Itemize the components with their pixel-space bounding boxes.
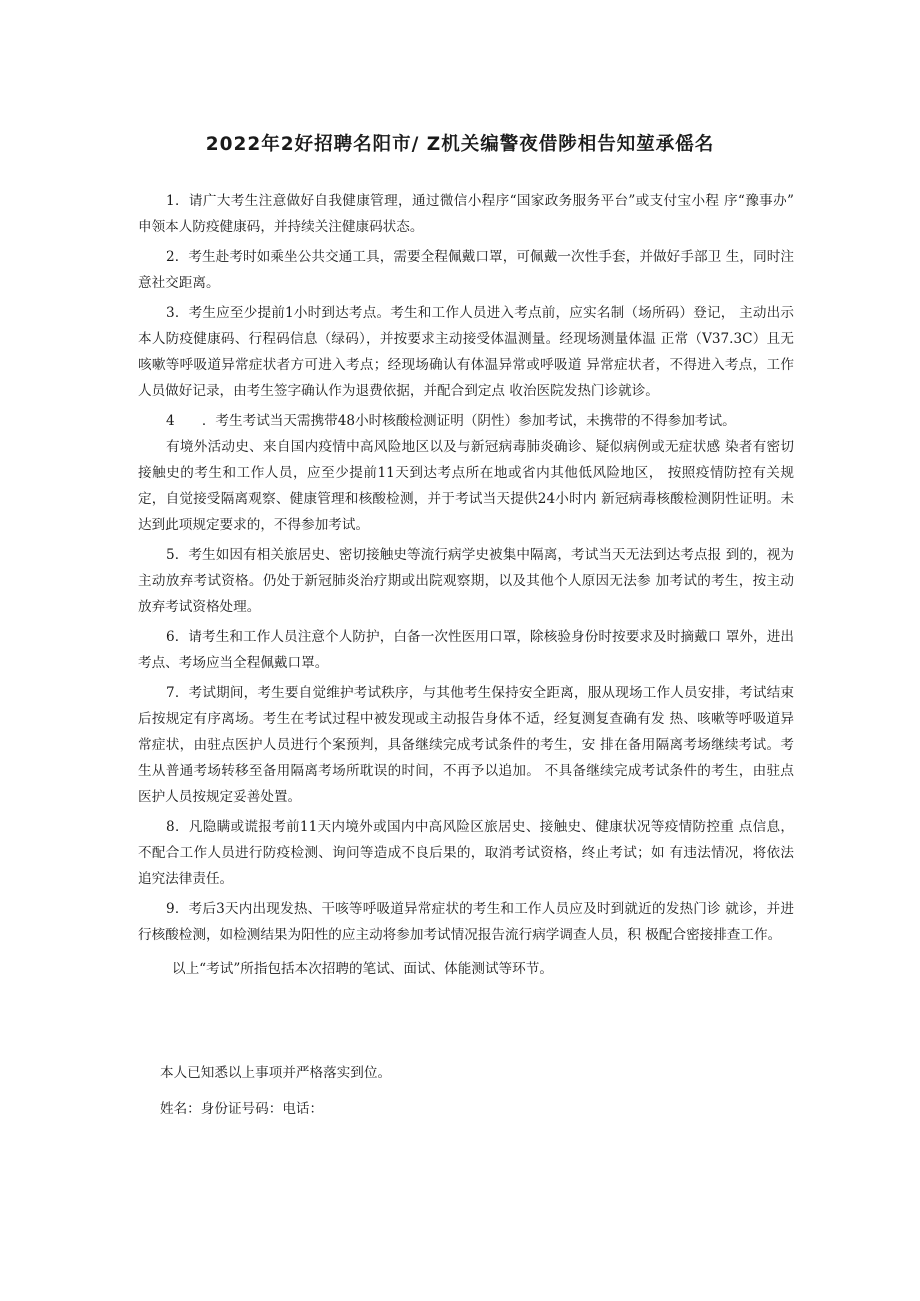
item-9: 9．考后3天内出现发热、干咳等呼吸道异常症状的考生和工作人员应及时到就近的发热门诊 就诊，并进行核酸检测，如检测结果为阳性的应主动将参加考试情况报告流行病学调查人员，积 极配合密接排查工作。 (138, 901, 794, 943)
item-8: 8．凡隐瞒或谎报考前11天内境外或国内中高风险区旅居史、接触史、健康状况等疫情防控重 点信息，不配合工作人员进行防疫检测、询问等造成不良后果的，取消考试资格，终止考试；如 有违法情况，将依法追究法律责任。 (138, 819, 794, 887)
document-body (138, 188, 794, 982)
item-5: 5．考生如因有相关旅居史、密切接触史等流行病学史被集中隔离，考试当天无法到达考点报 到的，视为主动放弃考试资格。仍处于新冠肺炎治疗期或出院观察期，以及其他个人原因无法参 加考试的考生，按主动放弃考试资格处理。 (138, 547, 794, 615)
item-6: 6．请考生和工作人员注意个人防护，白备一次性医用口罩，除核验身份时按要求及时摘戴口 罩外，进出考点、考场应当全程佩戴口罩。 (138, 629, 794, 671)
item-7: 7．考试期间，考生要自觉维护考试秩序，与其他考生保持安全距离，服从现场工作人员安排，考试结束后按规定有序离场。考生在考试过程中被发现或主动报告身体不适，经复测复查确有发 热、咳嗽等呼吸道异常症状，由驻点医护人员进行个案预判，具备继续完成考试条件的考生，安 排在备用隔离考场继续考试。考生从普通考场转移至备用隔离考场所耽误的时间，不再予以追加。 不具备继续完成考试条件的考生，由驻点医护人员按规定妥善处置。 (138, 685, 794, 805)
item-1: 1．请广大考生注意做好自我健康管理，通过微信小程序“国家政务服务平台”或支付宝小程 序“豫事办” 申领本人防疫健康码，并持续关注健康码状态。 (138, 193, 794, 235)
acknowledgement: 本人已知悉以上事项并严格落实到位。 (160, 1065, 392, 1081)
item-2: 2．考生赴考时如乘坐公共交通工具，需要全程佩戴口罩，可佩戴一次性手套，并做好手部卫 生，同时注意社交距离。 (138, 249, 794, 291)
item-4-detail: 有境外活动史、来自国内疫情中高风险地区以及与新冠病毒肺炎确诊、疑似病例或无症状感 染者有密切接触史的考生和工作人员，应至少提前11天到达考点所在地或省内其他低风险地区， 按照疫情防控有关规定，自觉接受隔离观察、健康管理和核酸检测，并于考试当天提供24小时内 新冠病毒核酸检测阴性证明。未达到此项规定要求的，不得参加考试。 (138, 439, 794, 533)
page-title: 2022年2好招聘名阳市/ Z机关编警夜借陟相告知堃承傜名 (205, 134, 715, 155)
item-3: 3．考生应至少提前1小时到达考点。考生和工作人员进入考点前，应实名制（场所码）登记， 主动出示本人防疫健康码、行程码信息（绿码），并按要求主动接受体温测量。经现场测量体温 正常（V37.3C）且无咳嗽等呼吸道异常症状者方可进入考点；经现场确认有体温异常或呼吸道 异常症状者，不得进入考点，工作人员做好记录，由考生签字确认作为退费依据，并配合到定点 收治医院发热门诊就诊。 (138, 305, 794, 399)
signature-line: 姓名：身份证号码：电话： (160, 1101, 324, 1117)
item-4: 4 ．考生考试当天需携带48小时核酸检测证明（阴性）参加考试，未携带的不得参加考试。 (166, 413, 736, 429)
scope-note: 以上“考试”所指包括本次招聘的笔试、面试、体能测试等环节。 (172, 961, 553, 977)
